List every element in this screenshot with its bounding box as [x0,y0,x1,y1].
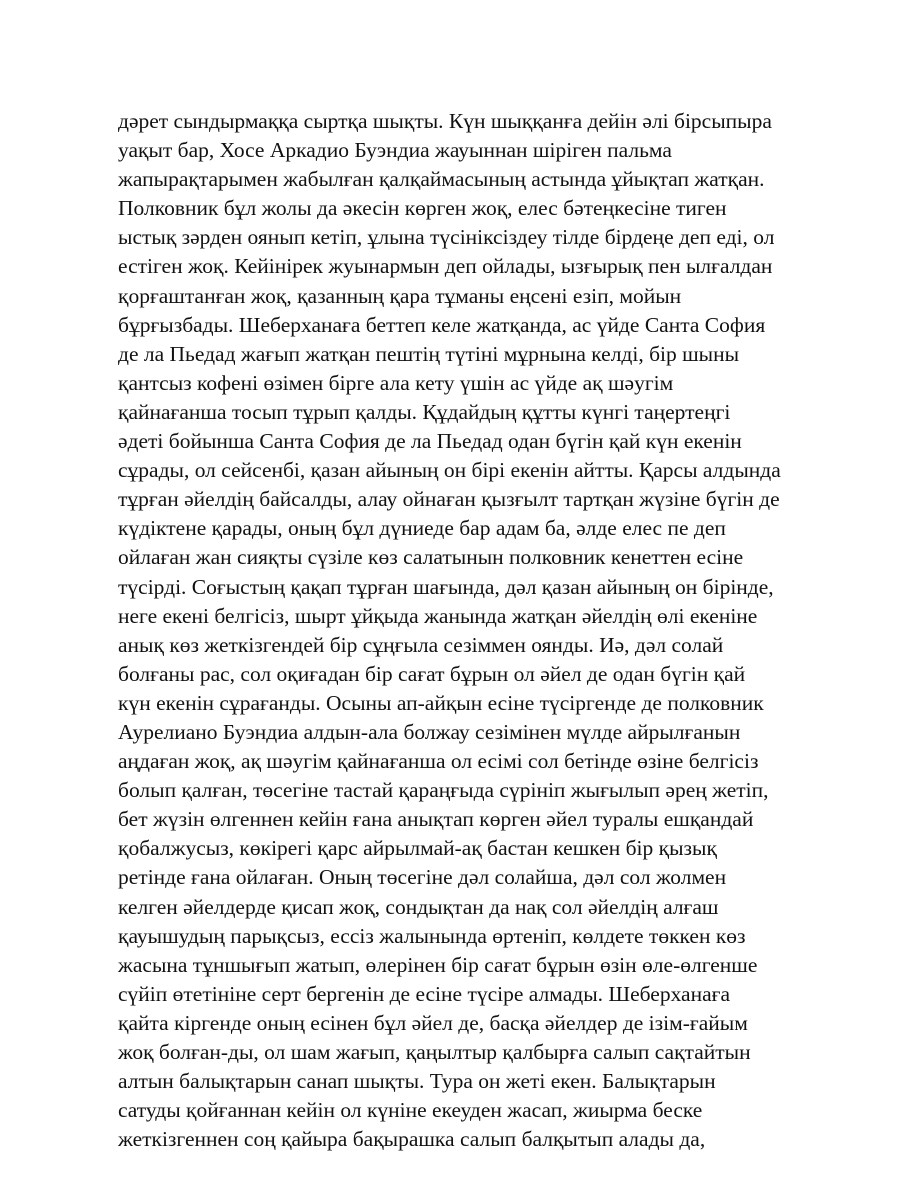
text-line: жасына тұншығып жатып, өлерінен бір сағат бұрын өзін өле-өлгенше [118,952,758,977]
text-line: сатуды қойғаннан кейін ол күніне екеуден жасап, жиырма беске [118,1098,703,1123]
text-line: бұрғызбады. Шеберханаға беттеп келе жатқанда, ас үйде Санта София [118,312,766,337]
text-line: болып қалған, төсегіне тастай қараңғыда сүрініп жығылып әрең жетіп, [118,778,769,803]
text-line: ретінде ғана ойлаған. Оның төсегіне дәл солайша, дәл сол жолмен [118,865,727,890]
text-line: түсірді. Соғыстың қақап тұрған шағында, дәл қазан айының он бірінде, [118,574,774,599]
text-line: қобалжусыз, көкірегі қарс айрылмай-ақ бастан кешкен бір қызық [118,836,717,861]
text-line: әдеті бойынша Санта София де ла Пьедад одан бүгін қай күн екенін [118,429,742,454]
text-line: жеткізгеннен соң қайыра бақырашка салып балқытып алады да, [118,1127,706,1152]
text-line: қорғаштанған жоқ, қазанның қара тұманы еңсені езіп, мойын [118,283,682,308]
text-line: де ла Пьедад жағып жатқан пештің түтіні мұрнына келді, бір шыны [118,341,740,366]
text-line: болғаны рас, сол оқиғадан бір сағат бұрын ол әйел де одан бүгін қай [118,661,746,686]
text-line: жоқ болған-ды, ол шам жағып, қаңылтыр қалбырға салып сақтайтын [118,1040,751,1064]
text-line: сүйіп өтетініне серт бергенін де есіне түсіре алмады. Шеберханаға [118,981,730,1006]
text-line: күн екенін сұрағанды. Осыны ап-айқын есіне түсіргенде де полковник [118,690,764,715]
text-line: Полковник бұл жолы да әкесін көрген жоқ, елес бәтеңкесіне тиген [118,196,727,221]
text-line: неге екені белгісіз, шырт ұйқыда жанында жатқан әйелдің өлі екеніне [118,603,758,628]
text-line: қайта кіргенде оның есінен бұл әйел де, басқа әйелдер де ізім-ғайым [118,1010,748,1035]
text-line: уақыт бар, Хосе Аркадио Буэндиа жауыннан шіріген пальма [118,138,672,163]
text-line: қауышудың парықсыз, ессіз жалынында өртеніп, көлдете төккен көз [118,923,746,948]
text-line: қайнағанша тосып тұрып қалды. Құдайдың құтты күнгі таңертеңгі [118,399,731,424]
text-line: естіген жоқ. Кейінірек жуынармын деп ойлады, ызғырық пен ылғалдан [118,254,773,279]
text-line: ойлаған жан сияқты сүзіле көз салатынын полковник кенеттен есіне [118,545,744,570]
text-line: күдіктене қарады, оның бұл дүниеде бар адам ба, әлде елес пе деп [118,516,726,541]
text-line: қантсыз кофені өзімен бірге ала кету үшін ас үйде ақ шәугім [118,370,674,395]
text-line: жапырақтарымен жабылған қалқаймасының астында ұйықтап жатқан. [118,167,765,192]
text-line: бет жүзін өлгеннен кейін ғана анықтап көрген әйел туралы ешқандай [118,807,754,832]
text-line: келген әйелдерде қисап жоқ, сондықтан да нақ сол әйелдің алғаш [118,894,719,919]
text-line: алтын балықтарын санап шықты. Тура он жеті екен. Балықтарын [118,1069,716,1094]
text-line: Аурелиано Буэндиа алдын-ала болжау сезімінен мүлде айрылғанын [118,719,741,744]
text-line: ыстық зәрден оянып кетіп, ұлына түсініксіздеу тілде бірдеңе деп еді, ол [118,225,775,250]
text-line: дәрет сындырмаққа сыртқа шықты. Күн шыққанға дейін әлі бірсыпыра [118,109,772,133]
text-line: аңдаған жоқ, ақ шәугім қайнағанша ол есімі сол бетінде өзіне белгісіз [118,749,759,774]
body-text [118,107,818,1154]
text-line: сұрады, ол сейсенбі, қазан айының он бірі екенін айтты. Қарсы алдында [118,458,781,483]
text-line: тұрған әйелдің байсалды, алау ойнаған қызғылт тартқан жүзіне бүгін де [118,487,780,512]
text-line: анық көз жеткізгендей бір сұңғыла сезіммен оянды. Иә, дәл солай [118,632,724,657]
